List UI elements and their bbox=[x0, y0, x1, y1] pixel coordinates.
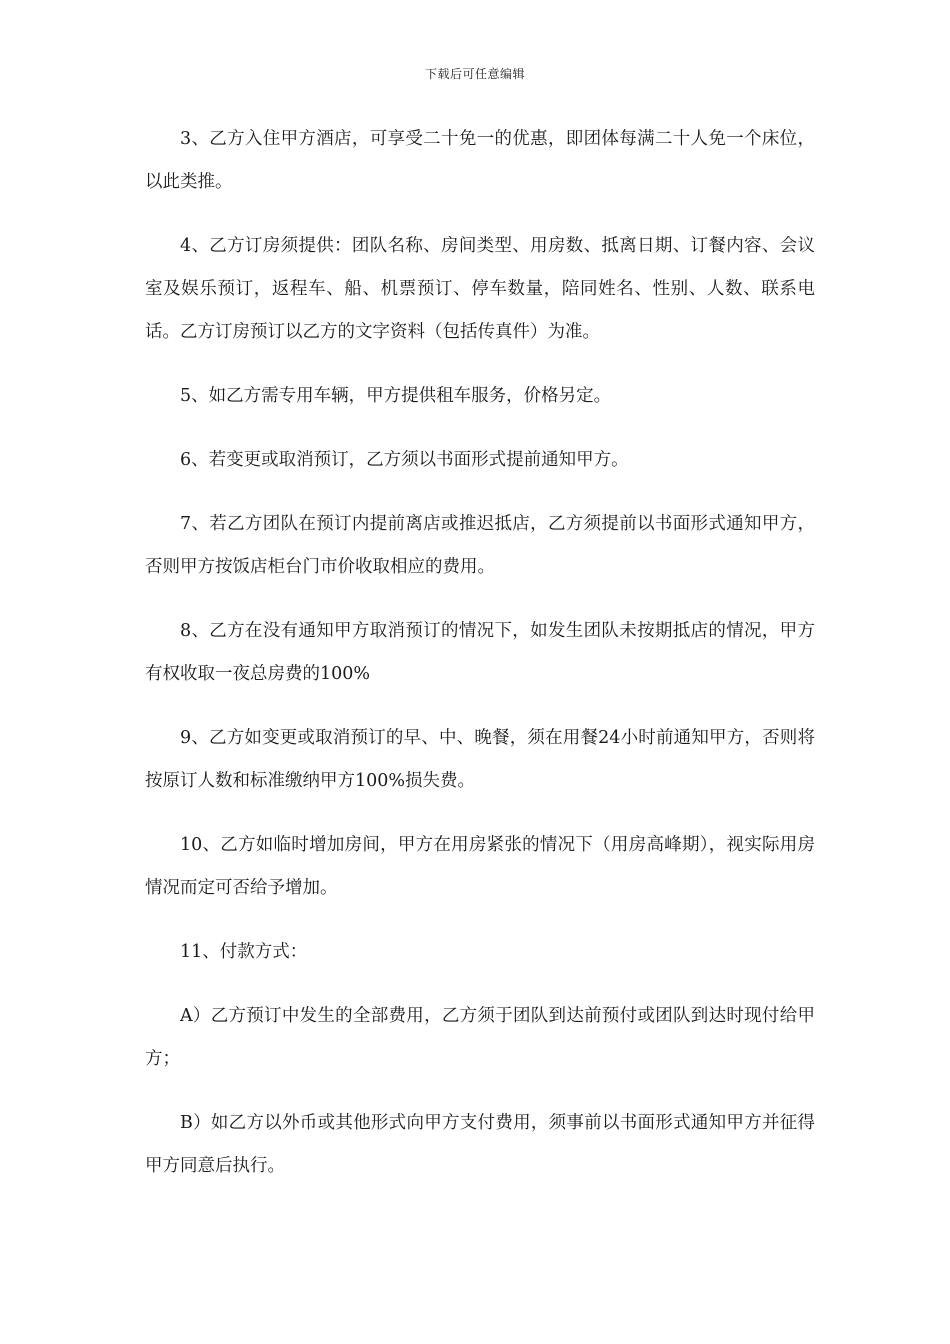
clause-8: 8、乙方在没有通知甲方取消预订的情况下，如发生团队未按期抵店的情况，甲方有权收取一夜总房费的100% bbox=[145, 621, 815, 684]
clause-11-a: A）乙方预订中发生的全部费用，乙方须于团队到达前预付或团队到达时现付给甲方； bbox=[145, 1006, 815, 1069]
clause-6: 6、若变更或取消预订，乙方须以书面形式提前通知甲方。 bbox=[180, 450, 629, 470]
document-body bbox=[145, 118, 815, 1209]
page-header-note: 下载后可任意编辑 bbox=[424, 67, 525, 81]
clause-9: 9、乙方如变更或取消预订的早、中、晚餐，须在用餐24小时前通知甲方，否则将按原订人数和标准缴纳甲方100%损失费。 bbox=[145, 728, 815, 791]
clause-11-title: 11、付款方式： bbox=[180, 942, 308, 962]
clause-10: 10、乙方如临时增加房间，甲方在用房紧张的情况下（用房高峰期），视实际用房情况而定可否给予增加。 bbox=[145, 835, 815, 898]
clause-7: 7、若乙方团队在预订内提前离店或推迟抵店，乙方须提前以书面形式通知甲方，否则甲方按饭店柜台门市价收取相应的费用。 bbox=[145, 514, 815, 577]
clause-4: 4、乙方订房须提供：团队名称、房间类型、用房数、抵离日期、订餐内容、会议室及娱乐预订，返程车、船、机票预订、停车数量，陪同姓名、性别、人数、联系电话。乙方订房预订以乙方的文字资料（包括传真件）为准。 bbox=[145, 236, 815, 342]
clause-5: 5、如乙方需专用车辆，甲方提供租车服务，价格另定。 bbox=[180, 386, 612, 406]
clause-3: 3、乙方入住甲方酒店，可享受二十免一的优惠，即团体每满二十人免一个床位，以此类推。 bbox=[145, 129, 815, 192]
clause-11-b: B）如乙方以外币或其他形式向甲方支付费用，须事前以书面形式通知甲方并征得甲方同意后执行。 bbox=[145, 1113, 815, 1176]
